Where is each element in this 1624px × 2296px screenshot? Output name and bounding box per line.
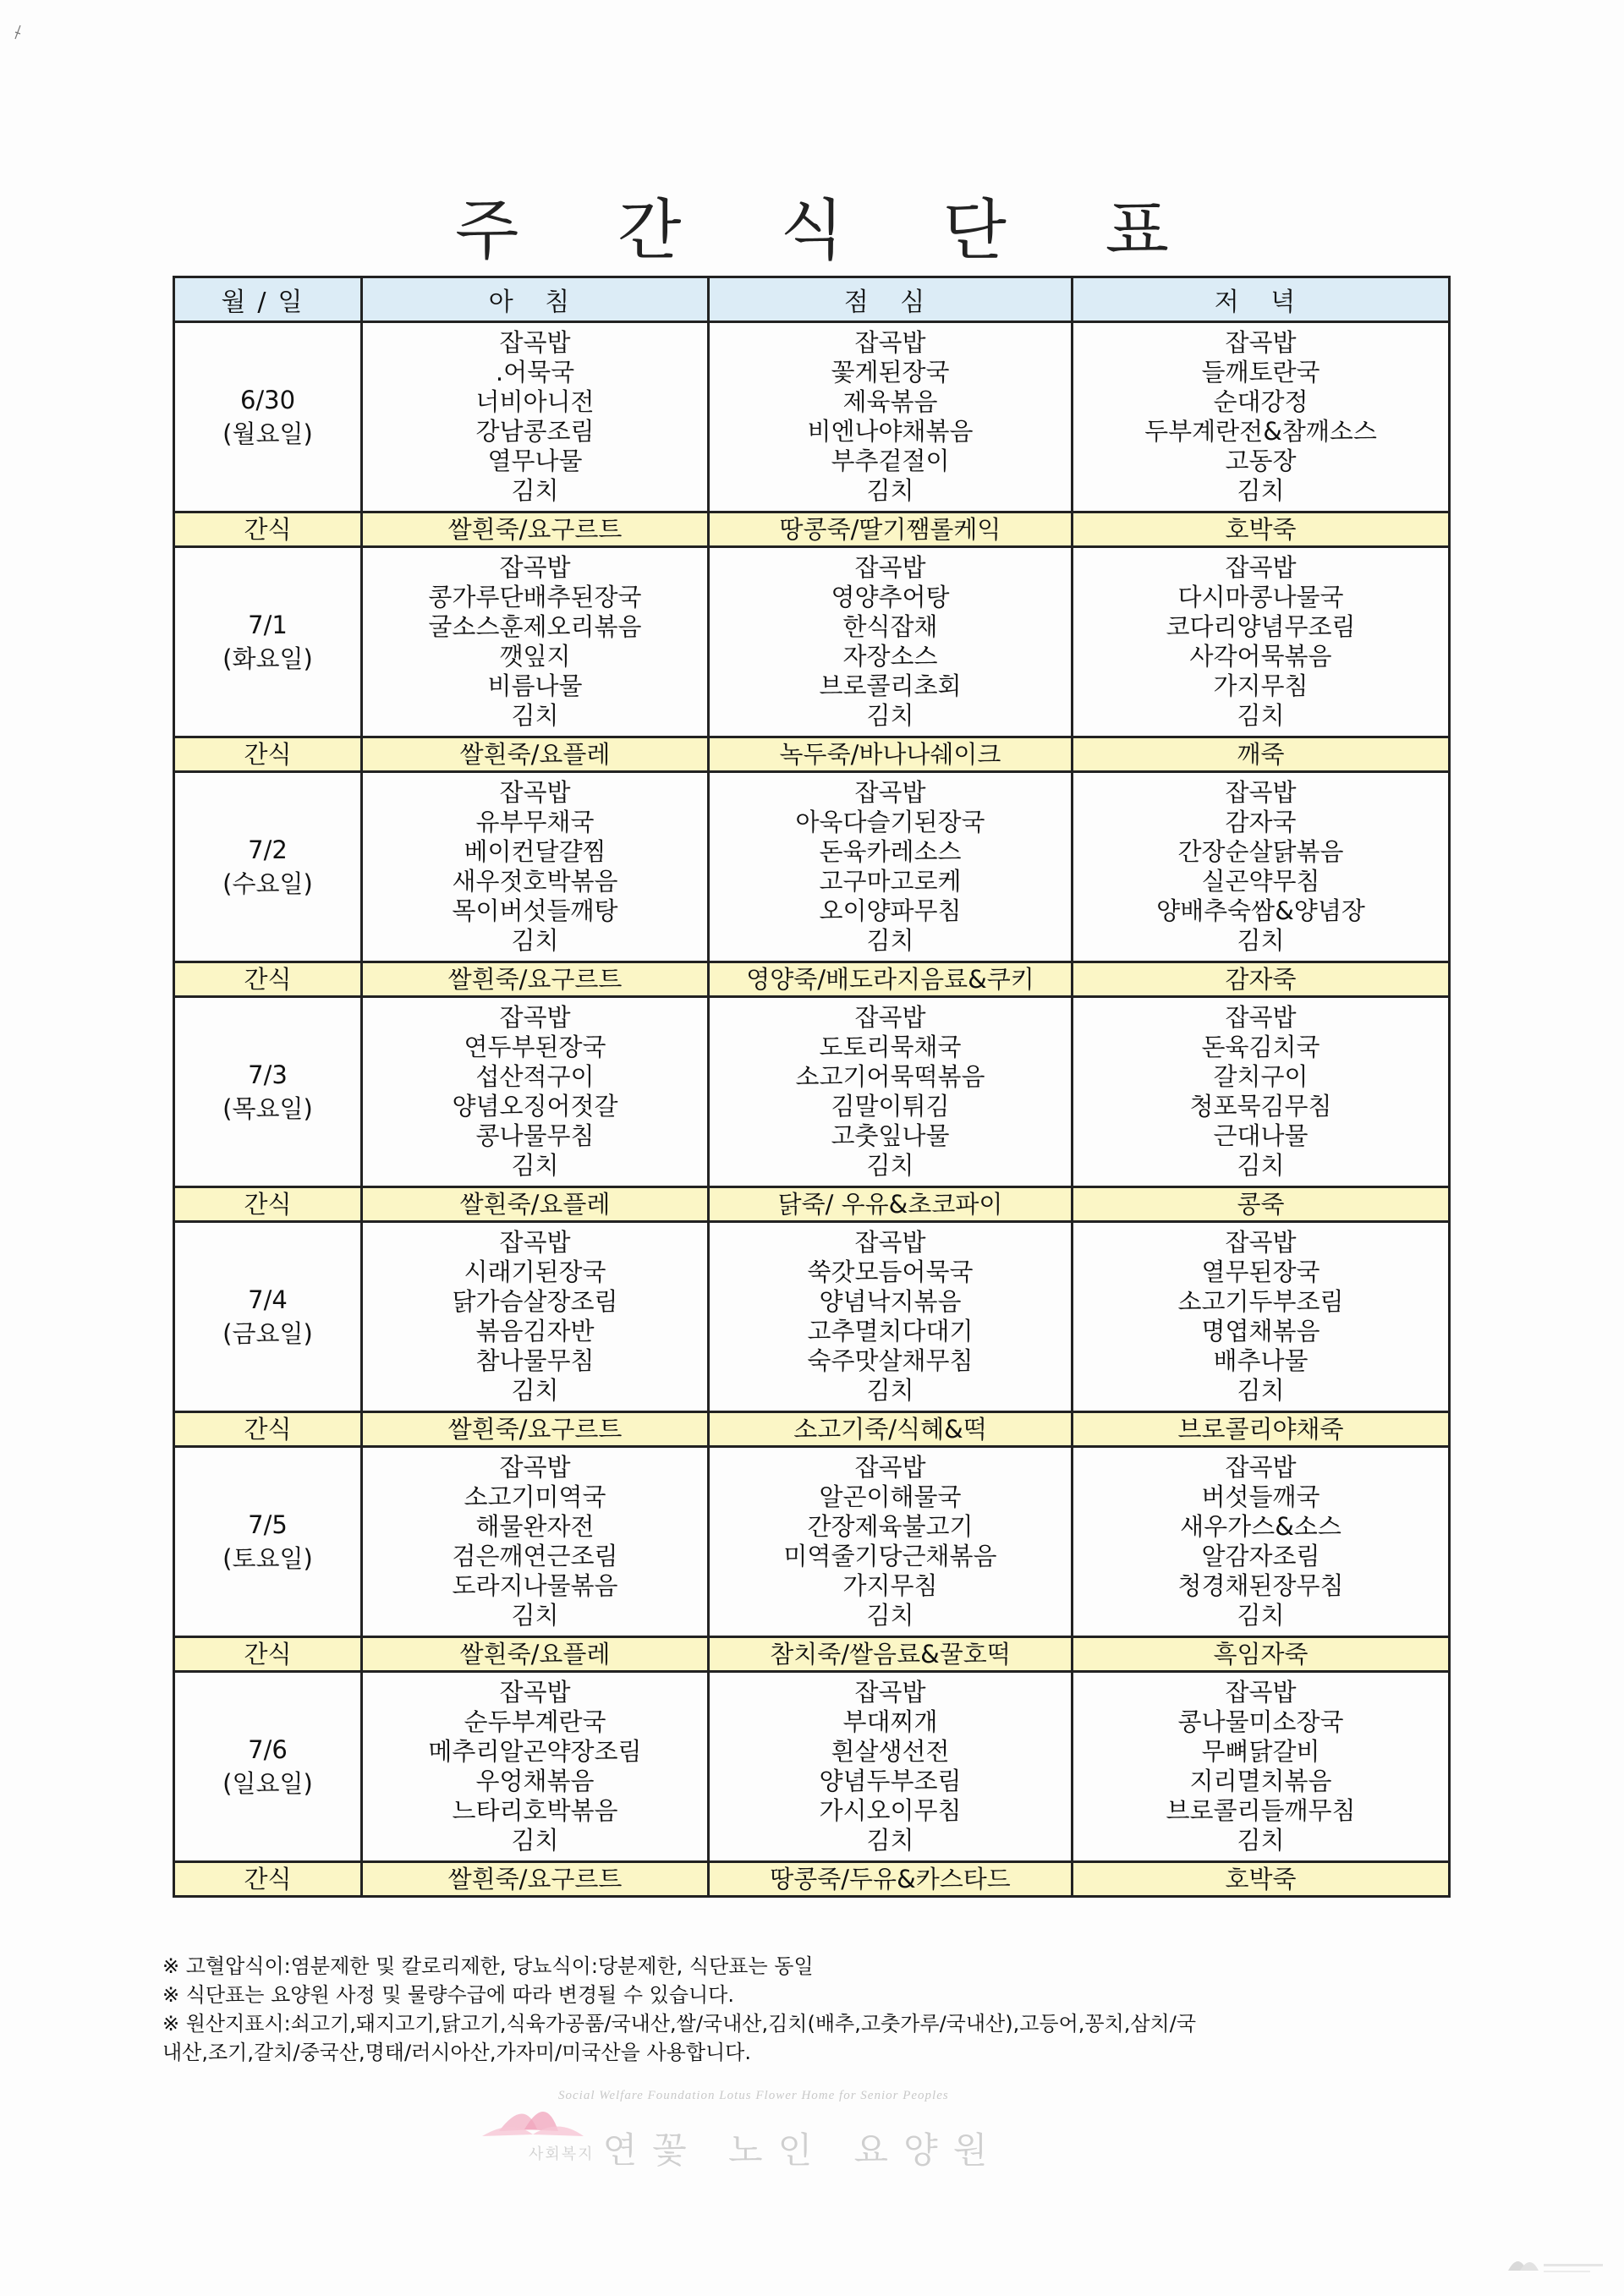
snack-label: 간식 <box>174 1412 362 1447</box>
menu-item: 배추나물 <box>1213 1346 1309 1375</box>
menu-item: 양배추숙쌈&양념장 <box>1156 896 1365 925</box>
snack-item: 깨죽 <box>1073 737 1450 772</box>
menu-item: 꽃게된장국 <box>831 358 950 386</box>
breakfast-cell <box>362 547 709 737</box>
day-cell <box>174 1222 362 1412</box>
menu-item: 돈육김치국 <box>1201 1033 1320 1061</box>
menu-item: 미역줄기당근채볶음 <box>783 1542 997 1570</box>
menu-item: 비름나물 <box>487 671 583 700</box>
menu-item: 쑥갓모듬어묵국 <box>807 1258 974 1286</box>
menu-item: 부추겉절이 <box>831 447 950 475</box>
menu-item: 베이컨달걀찜 <box>464 837 606 866</box>
table-header-row <box>174 277 1450 322</box>
header-date: 월/일 <box>174 277 362 322</box>
menu-item: 잡곡밥 <box>499 1453 571 1482</box>
snack-item: 쌀흰죽/요구르트 <box>362 1862 709 1897</box>
snack-item: 녹두죽/바나나쉐이크 <box>709 737 1073 772</box>
notes <box>162 1952 1465 2067</box>
menu-item: 잡곡밥 <box>499 1678 571 1707</box>
menu-item: 명엽채볶음 <box>1201 1317 1320 1345</box>
lunch-cell <box>709 322 1073 512</box>
menu-item: 김치 <box>866 1601 914 1630</box>
menu-item: 김치 <box>1237 1376 1285 1405</box>
menu-item: 실곤약무침 <box>1201 867 1320 896</box>
weekday-label: (월요일) <box>222 419 313 448</box>
menu-item: 소고기두부조림 <box>1177 1287 1344 1316</box>
dinner-cell <box>1073 1447 1450 1637</box>
menu-item: 부대찌개 <box>842 1707 938 1736</box>
snack-item: 콩죽 <box>1073 1187 1450 1222</box>
snack-item: 쌀흰죽/요구르트 <box>362 962 709 997</box>
menu-item: 브로콜리들깨무침 <box>1166 1796 1356 1825</box>
snack-row <box>174 512 1450 547</box>
snack-item: 쌀흰죽/요구르트 <box>362 512 709 547</box>
menu-item: 잡곡밥 <box>854 1228 926 1257</box>
dinner-cell <box>1073 547 1450 737</box>
snack-item: 쌀흰죽/요구르트 <box>362 1412 709 1447</box>
menu-item: 양념오징어젓갈 <box>452 1092 618 1121</box>
logo-subtitle: Social Welfare Foundation Lotus Flower Home for Senior Peoples <box>558 2089 949 2102</box>
menu-item: 김치 <box>1237 1601 1285 1630</box>
dinner-cell <box>1073 1222 1450 1412</box>
menu-item: 가지무침 <box>842 1571 938 1600</box>
snack-label: 간식 <box>174 1187 362 1222</box>
breakfast-cell <box>362 1672 709 1862</box>
menu-item: 해물완자전 <box>475 1512 595 1541</box>
scan-speck <box>12 24 24 42</box>
menu-item: .어묵국 <box>495 358 575 386</box>
menu-item: 비엔나야채볶음 <box>807 417 974 446</box>
menu-item: 양념낙지볶음 <box>819 1287 962 1316</box>
menu-item: 열무된장국 <box>1201 1258 1320 1286</box>
snack-row <box>174 1187 1450 1222</box>
meal-row <box>174 1222 1450 1412</box>
date-label: 7/4 <box>248 1285 288 1314</box>
menu-item: 양념두부조림 <box>819 1767 962 1795</box>
menu-item: 콩나물무침 <box>475 1121 595 1150</box>
menu-item: 느타리호박볶음 <box>452 1796 618 1825</box>
lunch-cell <box>709 547 1073 737</box>
menu-item: 볶음김자반 <box>475 1317 595 1345</box>
menu-item: 잡곡밥 <box>499 778 571 807</box>
menu-item: 숙주맛살채무침 <box>807 1346 974 1375</box>
menu-item: 고동장 <box>1225 447 1297 475</box>
menu-item: 김치 <box>1237 476 1285 505</box>
snack-item: 참치죽/쌀음료&꿀호떡 <box>709 1637 1073 1672</box>
menu-item: 김치 <box>866 926 914 955</box>
snack-item: 땅콩죽/두유&카스타드 <box>709 1862 1073 1897</box>
snack-item: 땅콩죽/딸기쨈롤케익 <box>709 512 1073 547</box>
corner-watermark-icon <box>1501 2245 1611 2288</box>
breakfast-cell <box>362 1222 709 1412</box>
menu-item: 굴소스훈제오리볶음 <box>428 612 642 641</box>
snack-item: 감자죽 <box>1073 962 1450 997</box>
dinner-cell <box>1073 997 1450 1187</box>
menu-item: 아욱다슬기된장국 <box>795 808 985 836</box>
menu-item: 김치 <box>511 701 559 730</box>
menu-item: 김치 <box>866 476 914 505</box>
menu-item: 브로콜리초회 <box>819 671 962 700</box>
snack-item: 호박죽 <box>1073 512 1450 547</box>
snack-label: 간식 <box>174 1862 362 1897</box>
snack-item: 호박죽 <box>1073 1862 1450 1897</box>
date-label: 7/1 <box>248 611 288 639</box>
snack-item: 영양죽/배도라지음료&쿠키 <box>709 962 1073 997</box>
note-line: ※ 식단표는 요양원 사정 및 물량수급에 따라 변경될 수 있습니다. <box>162 1983 734 2007</box>
snack-label: 간식 <box>174 737 362 772</box>
menu-item: 연두부된장국 <box>464 1033 606 1061</box>
menu-item: 도토리묵채국 <box>819 1033 962 1061</box>
menu-item: 김치 <box>1237 926 1285 955</box>
menu-item: 잡곡밥 <box>1225 1003 1297 1032</box>
menu-item: 순대강정 <box>1213 387 1309 416</box>
lunch-cell <box>709 1222 1073 1412</box>
menu-item: 우엉채볶음 <box>475 1767 595 1795</box>
weekday-label: (일요일) <box>222 1769 313 1798</box>
dinner-cell <box>1073 322 1450 512</box>
menu-item: 갈치구이 <box>1213 1062 1309 1091</box>
date-label: 6/30 <box>239 386 296 414</box>
menu-item: 잡곡밥 <box>854 328 926 357</box>
menu-item: 제육볶음 <box>842 387 938 416</box>
menu-item: 김치 <box>511 1376 559 1405</box>
menu-item: 순두부계란국 <box>464 1707 606 1736</box>
snack-label: 간식 <box>174 512 362 547</box>
weekly-menu-table <box>173 276 1451 1898</box>
snack-row <box>174 1412 1450 1447</box>
menu-item: 섭산적구이 <box>475 1062 595 1091</box>
menu-item: 버섯들깨국 <box>1201 1482 1320 1511</box>
meal-row <box>174 547 1450 737</box>
weekday-label: (화요일) <box>222 644 313 673</box>
menu-item: 알곤이해물국 <box>819 1482 962 1511</box>
menu-item: 지리멸치볶음 <box>1189 1767 1332 1795</box>
logo-title: 연꽃 노인 요양원 <box>602 2129 1003 2171</box>
meal-row <box>174 1672 1450 1862</box>
breakfast-cell <box>362 772 709 962</box>
menu-item: 고추멸치다대기 <box>807 1317 974 1345</box>
menu-item: 시래기된장국 <box>464 1258 606 1286</box>
menu-item: 돈육카레소스 <box>819 837 962 866</box>
lunch-cell <box>709 772 1073 962</box>
menu-item: 강남콩조림 <box>475 417 595 446</box>
day-cell <box>174 997 362 1187</box>
menu-item: 사각어묵볶음 <box>1189 642 1332 671</box>
menu-item: 잡곡밥 <box>1225 328 1297 357</box>
menu-item: 다시마콩나물국 <box>1177 583 1344 611</box>
snack-item: 흑임자죽 <box>1073 1637 1450 1672</box>
weekday-label: (수요일) <box>222 869 313 898</box>
menu-item: 새우젓호박볶음 <box>452 867 618 896</box>
meal-row <box>174 1447 1450 1637</box>
menu-item: 소고기어묵떡볶음 <box>795 1062 985 1091</box>
snack-row <box>174 1862 1450 1897</box>
menu-item: 한식잡채 <box>842 612 938 641</box>
day-cell <box>174 772 362 962</box>
day-cell <box>174 547 362 737</box>
menu-item: 김치 <box>1237 701 1285 730</box>
menu-item: 잡곡밥 <box>1225 1678 1297 1707</box>
day-cell <box>174 1447 362 1637</box>
snack-item: 쌀흰죽/요플레 <box>362 1187 709 1222</box>
header-lunch: 점 심 <box>709 277 1073 322</box>
menu-item: 영양추어탕 <box>831 583 950 611</box>
menu-item: 목이버섯들깨탕 <box>452 896 618 925</box>
date-label: 7/3 <box>248 1060 288 1089</box>
menu-item: 오이양파무침 <box>819 896 962 925</box>
menu-item: 콩나물미소장국 <box>1177 1707 1344 1736</box>
menu-item: 간장순살닭볶음 <box>1177 837 1344 866</box>
menu-item: 김치 <box>511 1826 559 1855</box>
logo-name <box>529 2123 1002 2173</box>
menu-item: 감자국 <box>1225 808 1297 836</box>
menu-item: 고구마고로케 <box>819 867 962 896</box>
menu-item: 김치 <box>866 1376 914 1405</box>
menu-item: 김말이튀김 <box>831 1092 950 1121</box>
lunch-cell <box>709 1447 1073 1637</box>
menu-item: 잡곡밥 <box>854 1678 926 1707</box>
dinner-cell <box>1073 1672 1450 1862</box>
weekday-label: (목요일) <box>222 1094 313 1123</box>
menu-item: 새우가스&소스 <box>1180 1512 1341 1541</box>
menu-item: 메추리알곤약장조림 <box>428 1737 642 1766</box>
note-line: 내산,조기,갈치/중국산,명태/러시아산,가자미/미국산을 사용합니다. <box>162 2041 751 2064</box>
menu-item: 닭가슴살장조림 <box>452 1287 618 1316</box>
menu-item: 너비아니전 <box>475 387 595 416</box>
menu-item: 열무나물 <box>487 447 583 475</box>
weekday-label: (토요일) <box>222 1544 313 1573</box>
menu-item: 도라지나물볶음 <box>452 1571 618 1600</box>
snack-row <box>174 962 1450 997</box>
meal-row <box>174 997 1450 1187</box>
header-breakfast: 아 침 <box>362 277 709 322</box>
menu-item: 알감자조림 <box>1201 1542 1320 1570</box>
menu-item: 자장소스 <box>842 642 938 671</box>
snack-label: 간식 <box>174 962 362 997</box>
menu-item: 잡곡밥 <box>854 1453 926 1482</box>
meal-row <box>174 772 1450 962</box>
day-cell <box>174 322 362 512</box>
menu-item: 청포묵김무침 <box>1189 1092 1332 1121</box>
menu-item: 김치 <box>511 1601 559 1630</box>
snack-item: 소고기죽/식혜&떡 <box>709 1412 1073 1447</box>
menu-item: 코다리양념무조림 <box>1166 612 1356 641</box>
menu-item: 잡곡밥 <box>1225 778 1297 807</box>
menu-item: 잡곡밥 <box>854 553 926 582</box>
menu-item: 김치 <box>511 476 559 505</box>
menu-item: 무뼈닭갈비 <box>1201 1737 1320 1766</box>
menu-item: 잡곡밥 <box>1225 1228 1297 1257</box>
snack-item: 닭죽/ 우유&초코파이 <box>709 1187 1073 1222</box>
header-dinner: 저 녁 <box>1073 277 1450 322</box>
menu-item: 콩가루단배추된장국 <box>428 583 642 611</box>
menu-item: 잡곡밥 <box>854 1003 926 1032</box>
menu-item: 잡곡밥 <box>854 778 926 807</box>
menu-item: 잡곡밥 <box>499 553 571 582</box>
menu-item: 가지무침 <box>1213 671 1309 700</box>
menu-item: 잡곡밥 <box>499 1228 571 1257</box>
menu-item: 참나물무침 <box>475 1346 595 1375</box>
day-cell <box>174 1672 362 1862</box>
menu-item: 흰살생선전 <box>831 1737 950 1766</box>
menu-item: 고춧잎나물 <box>831 1121 950 1150</box>
menu-item: 잡곡밥 <box>499 328 571 357</box>
lunch-cell <box>709 997 1073 1187</box>
menu-item: 들깨토란국 <box>1201 358 1320 386</box>
menu-item: 근대나물 <box>1213 1121 1309 1150</box>
menu-item: 간장제육불고기 <box>807 1512 974 1541</box>
menu-item: 김치 <box>866 1151 914 1180</box>
menu-item: 김치 <box>1237 1151 1285 1180</box>
snack-row <box>174 1637 1450 1672</box>
menu-item: 잡곡밥 <box>499 1003 571 1032</box>
page-title: 주 간 식 단 표 <box>455 193 1208 269</box>
menu-item: 유부무채국 <box>475 808 595 836</box>
note-line: ※ 원산지표시:쇠고기,돼지고기,닭고기,식육가공품/국내산,쌀/국내산,김치(배추,고춧가루/국내산),고등어,꽁치,삼치/국 <box>162 2012 1197 2036</box>
menu-item: 두부계란전&참깨소스 <box>1144 417 1377 446</box>
date-label: 7/6 <box>248 1735 288 1764</box>
menu-item: 김치 <box>866 1826 914 1855</box>
menu-item: 검은깨연근조림 <box>452 1542 618 1570</box>
date-label: 7/5 <box>248 1510 288 1539</box>
menu-item: 청경채된장무침 <box>1177 1571 1344 1600</box>
menu-item: 잡곡밥 <box>1225 1453 1297 1482</box>
menu-item: 소고기미역국 <box>464 1482 606 1511</box>
note-line: ※ 고혈압식이:염분제한 및 칼로리제한, 당뇨식이:당분제한, 식단표는 동일 <box>162 1954 814 1978</box>
lunch-cell <box>709 1672 1073 1862</box>
menu-item: 김치 <box>1237 1826 1285 1855</box>
meal-row <box>174 322 1450 512</box>
menu-item: 김치 <box>866 701 914 730</box>
logo-prefix: 사회복지 <box>529 2145 595 2163</box>
dinner-cell <box>1073 772 1450 962</box>
menu-item: 깻잎지 <box>499 642 571 671</box>
snack-item: 쌀흰죽/요플레 <box>362 737 709 772</box>
menu-item: 김치 <box>511 1151 559 1180</box>
snack-row <box>174 737 1450 772</box>
snack-item: 쌀흰죽/요플레 <box>362 1637 709 1672</box>
breakfast-cell <box>362 1447 709 1637</box>
weekday-label: (금요일) <box>222 1319 313 1348</box>
date-label: 7/2 <box>248 836 288 864</box>
menu-item: 가시오이무침 <box>819 1796 962 1825</box>
breakfast-cell <box>362 997 709 1187</box>
breakfast-cell <box>362 322 709 512</box>
snack-item: 브로콜리야채죽 <box>1073 1412 1450 1447</box>
menu-item: 잡곡밥 <box>1225 553 1297 582</box>
menu-item: 김치 <box>511 926 559 955</box>
snack-label: 간식 <box>174 1637 362 1672</box>
